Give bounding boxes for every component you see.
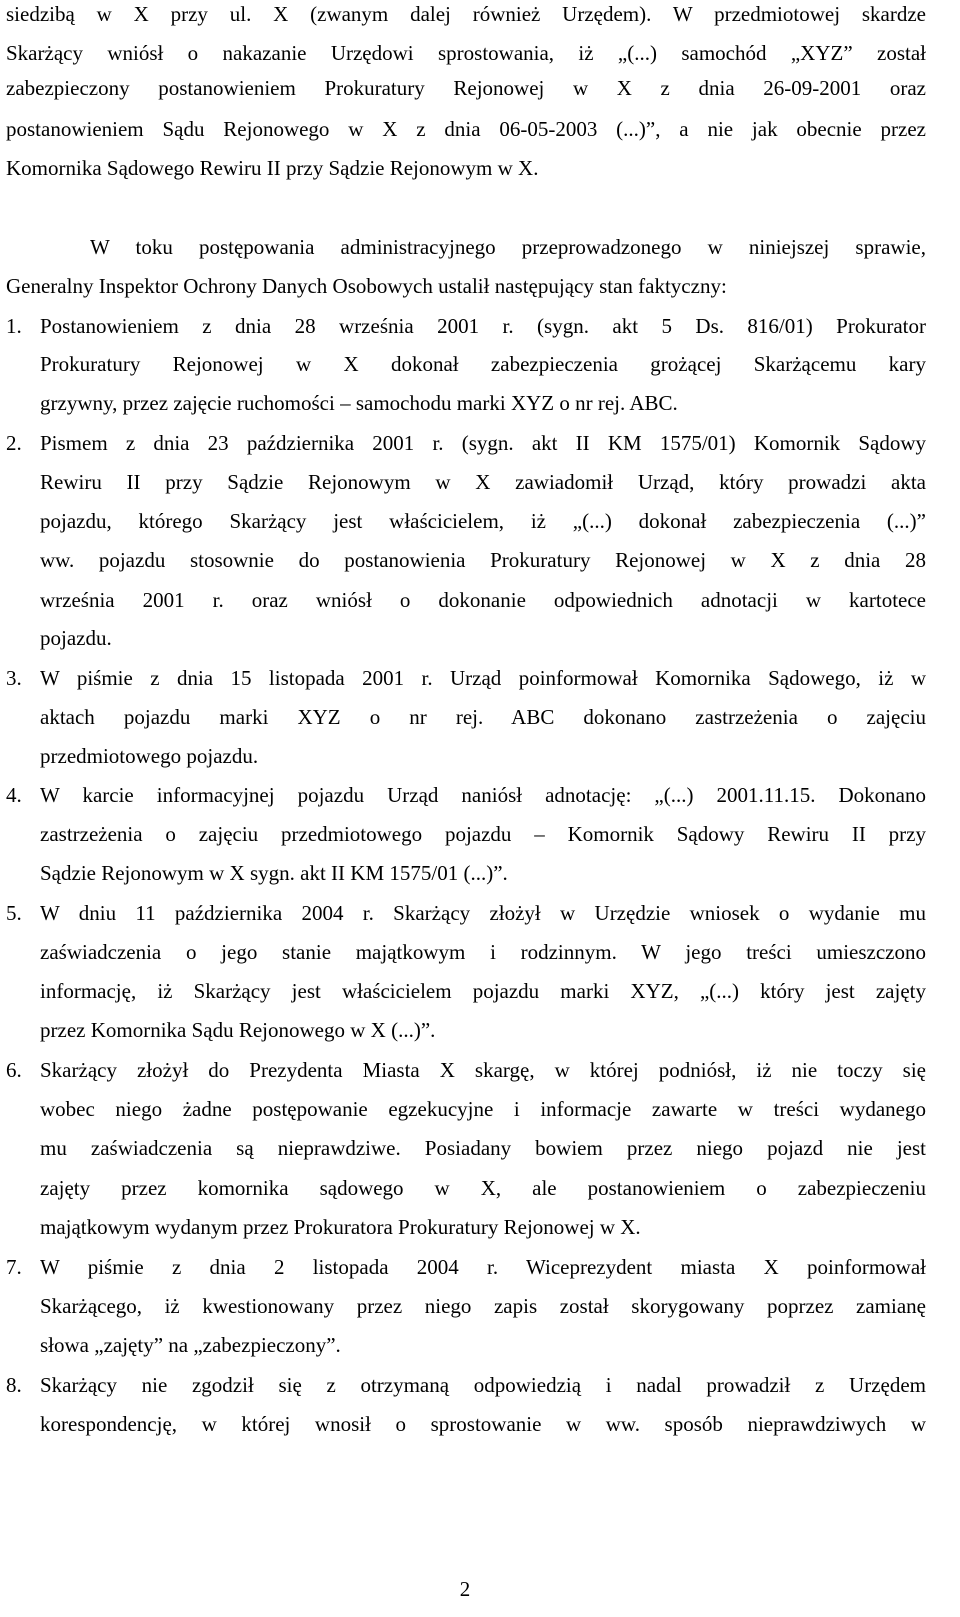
paragraph-line: Generalny Inspektor Ochrony Danych Osobowych ustalił następujący stan faktyczny:	[6, 274, 727, 298]
list-item-line: aktach pojazdu marki XYZ o nr rej. ABC dokonano zastrzeżenia o zajęciu	[40, 705, 926, 729]
list-item-line: ww. pojazdu stosownie do postanowienia Prokuratury Rejonowej w X z dnia 28	[40, 548, 926, 572]
list-item-line: W piśmie z dnia 15 listopada 2001 r. Urząd poinformował Komornika Sądowego, iż w	[40, 666, 926, 690]
list-item-number: 6.	[6, 1058, 22, 1082]
list-item-line: W piśmie z dnia 2 listopada 2004 r. Wiceprezydent miasta X poinformował	[40, 1255, 926, 1279]
list-item-line: wobec niego żadne postępowanie egzekucyjne i informacje zawarte w treści wydanego	[40, 1097, 926, 1121]
list-item-number: 5.	[6, 901, 22, 925]
list-item-line: W dniu 11 października 2004 r. Skarżący złożył w Urzędzie wniosek o wydanie mu	[40, 901, 926, 925]
list-item-line: przedmiotowego pojazdu.	[40, 744, 259, 768]
list-item-line: Rewiru II przy Sądzie Rejonowym w X zawiadomił Urząd, który prowadzi akta	[40, 470, 926, 494]
page-number: 2	[459, 1577, 471, 1601]
list-item-number: 8.	[6, 1373, 22, 1397]
list-item-number: 1.	[6, 314, 22, 338]
list-item-line: września 2001 r. oraz wniósł o dokonanie odpowiednich adnotacji w kartotece	[40, 588, 926, 612]
list-item-line: Skarżący złożył do Prezydenta Miasta X skargę, w której podniósł, iż nie toczy się	[40, 1058, 926, 1082]
intro-line: Skarżący wniósł o nakazanie Urzędowi sprostowania, iż „(...) samochód „XYZ” został	[6, 41, 926, 65]
list-item-line: informację, iż Skarżący jest właścicielem pojazdu marki XYZ, „(...) który jest zajęty	[40, 979, 926, 1003]
list-item-line: Postanowieniem z dnia 28 września 2001 r. (sygn. akt 5 Ds. 816/01) Prokurator	[40, 314, 926, 338]
list-item-line: zajęty przez komornika sądowego w X, ale postanowieniem o zabezpieczeniu	[40, 1176, 926, 1200]
list-item-line: grzywny, przez zajęcie ruchomości – samochodu marki XYZ o nr rej. ABC.	[40, 391, 678, 415]
intro-line: siedzibą w X przy ul. X (zwanym dalej również Urzędem). W przedmiotowej skardze	[6, 2, 926, 26]
list-item-line: zastrzeżenia o zajęciu przedmiotowego pojazdu – Komornik Sądowy Rewiru II przy	[40, 822, 926, 846]
list-item-line: W karcie informacyjnej pojazdu Urząd naniósł adnotację: „(...) 2001.11.15. Dokonano	[40, 783, 926, 807]
list-item-line: zaświadczenia o jego stanie majątkowym i rodzinnym. W jego treści umieszczono	[40, 940, 926, 964]
list-item-line: Prokuratury Rejonowej w X dokonał zabezpieczenia grożącej Skarżącemu kary	[40, 352, 926, 376]
list-item-line: Skarżącego, iż kwestionowany przez niego zapis został skorygowany poprzez zamianę	[40, 1294, 926, 1318]
list-item-number: 4.	[6, 783, 22, 807]
list-item-line: mu zaświadczenia są nieprawdziwe. Posiadany bowiem przez niego pojazd nie jest	[40, 1136, 926, 1160]
intro-line: postanowieniem Sądu Rejonowego w X z dnia 06-05-2003 (...)”, a nie jak obecnie przez	[6, 117, 926, 141]
list-item-line: słowa „zajęty” na „zabezpieczony”.	[40, 1333, 341, 1357]
list-item-number: 3.	[6, 666, 22, 690]
list-item-line: pojazdu, którego Skarżący jest właścicielem, iż „(...) dokonał zabezpieczenia (...)”	[40, 509, 926, 533]
list-item-line: pojazdu.	[40, 626, 112, 650]
list-item-line: przez Komornika Sądu Rejonowego w X (...)”.	[40, 1018, 436, 1042]
list-item-line: Sądzie Rejonowym w X sygn. akt II KM 1575/01 (...)”.	[40, 861, 508, 885]
list-item-number: 7.	[6, 1255, 22, 1279]
list-item-number: 2.	[6, 431, 22, 455]
intro-line: zabezpieczony postanowieniem Prokuratury Rejonowej w X z dnia 26-09-2001 oraz	[6, 76, 926, 100]
list-item-line: Pismem z dnia 23 października 2001 r. (sygn. akt II KM 1575/01) Komornik Sądowy	[40, 431, 926, 455]
intro-line: Komornika Sądowego Rewiru II przy Sądzie Rejonowym w X.	[6, 156, 539, 180]
list-item-line: korespondencję, w której wnosił o sprostowanie w ww. sposób nieprawdziwych w	[40, 1412, 926, 1436]
list-item-line: Skarżący nie zgodził się z otrzymaną odpowiedzią i nadal prowadził z Urzędem	[40, 1373, 926, 1397]
paragraph-line: W toku postępowania administracyjnego przeprowadzonego w niniejszej sprawie,	[90, 235, 926, 259]
list-item-line: majątkowym wydanym przez Prokuratora Prokuratury Rejonowej w X.	[40, 1215, 641, 1239]
